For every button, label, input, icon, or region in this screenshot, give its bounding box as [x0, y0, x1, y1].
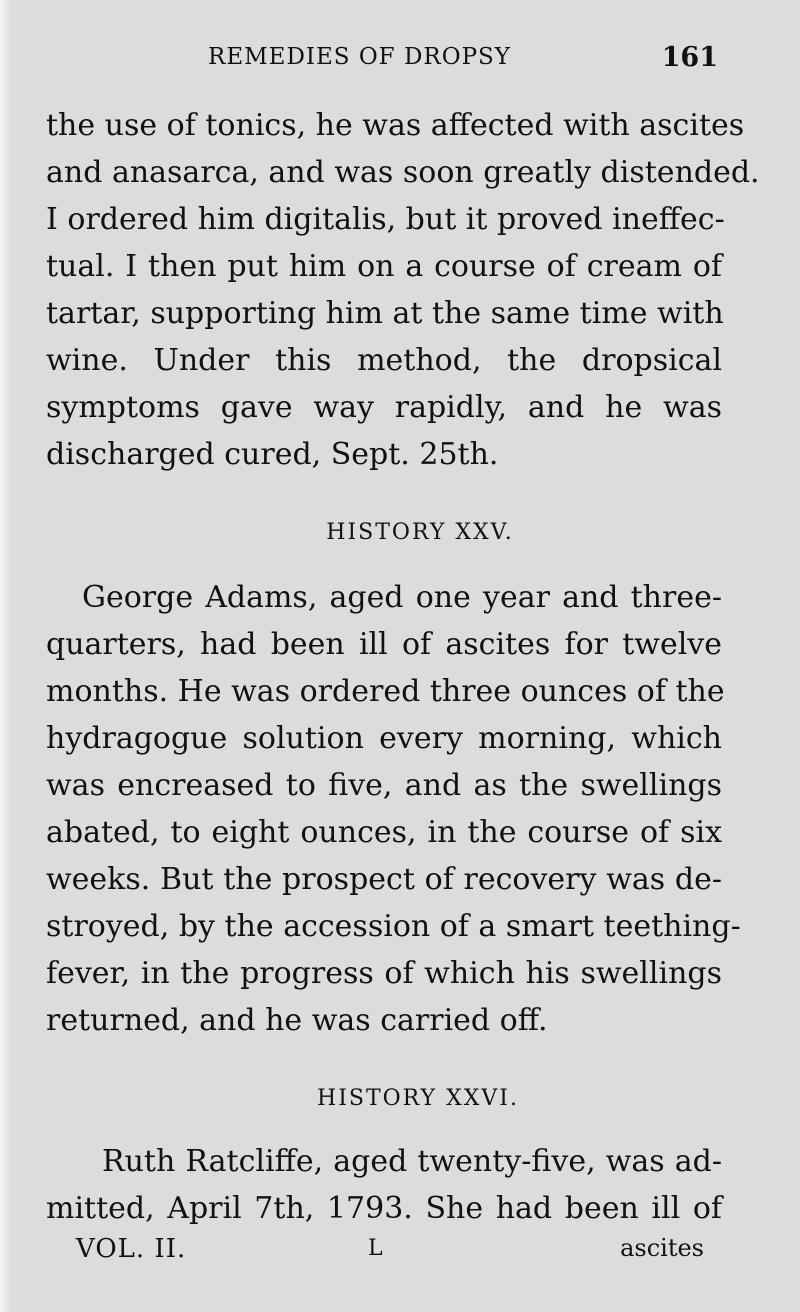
text-line: and anasarca, and was soon greatly distended. [46, 155, 760, 190]
section-heading-history-xxvi: HISTORY XXVI. [317, 1086, 519, 1111]
signature-mark: L [368, 1236, 383, 1261]
text-line: weeks. But the prospect of recovery was de- [46, 862, 722, 897]
text-line: the use of tonics, he was affected with ascites [46, 108, 745, 143]
text-line: abated, to eight ounces, in the course of six [46, 815, 722, 850]
running-title: REMEDIES OF DROPSY [208, 44, 511, 70]
text-line: hydragogue solution every morning, which [46, 721, 722, 756]
text-line: symptoms gave way rapidly, and he was [46, 390, 722, 425]
text-line: quarters, had been ill of ascites for twelve [46, 627, 722, 662]
text-line: fever, in the progress of which his swellings [46, 956, 722, 991]
text-line: wine. Under this method, the dropsical [46, 343, 722, 378]
text-line: tartar, supporting him at the same time with [46, 296, 724, 331]
paragraph-history-xxv [46, 574, 741, 1044]
page-footer [0, 1234, 800, 1274]
page-header [0, 40, 800, 84]
text-line: returned, and he was carried off. [46, 1003, 548, 1038]
text-line: mitted, April 7th, 1793. She had been ill of [46, 1191, 722, 1226]
text-line: months. He was ordered three ounces of the [46, 674, 725, 709]
text-line: discharged cured, Sept. 25th. [46, 437, 499, 472]
text-line: stroyed, by the accession of a smart teething- [46, 909, 741, 944]
text-line: Ruth Ratcliffe, aged twenty-five, was ad- [102, 1144, 722, 1179]
paragraph-history-xxvi [46, 1138, 722, 1232]
catchword: ascites [620, 1234, 704, 1262]
text-line: tual. I then put him on a course of cream of [46, 249, 722, 284]
page-edge [0, 0, 12, 1312]
text-line: George Adams, aged one year and three- [82, 580, 722, 615]
page-number: 161 [661, 42, 718, 73]
section-heading-history-xxv: HISTORY XXV. [326, 520, 514, 545]
text-line: I ordered him digitalis, but it proved ineffec- [46, 202, 725, 237]
paragraph-continuation [46, 102, 760, 478]
text-line: was encreased to five, and as the swellings [46, 768, 722, 803]
volume-mark: VOL. II. [76, 1234, 187, 1264]
